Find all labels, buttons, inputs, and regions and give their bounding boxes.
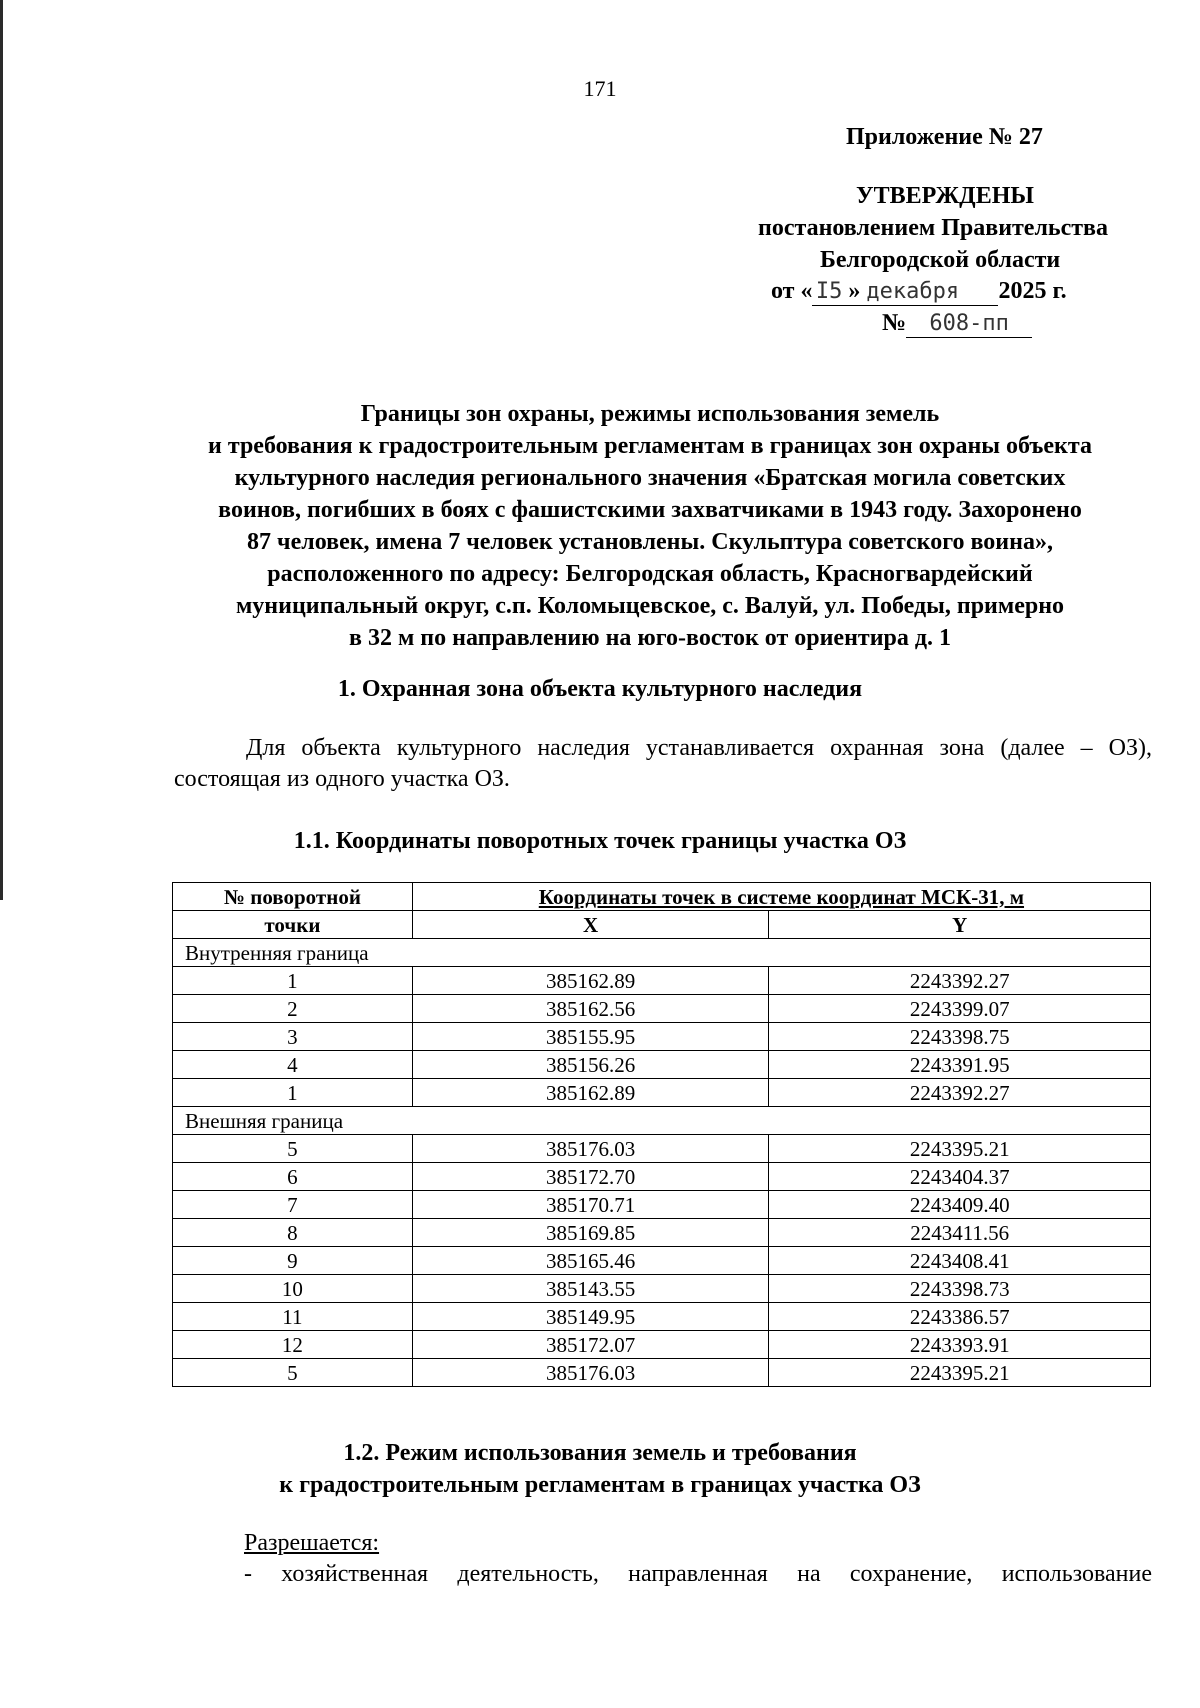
title-line: воинов, погибших в боях с фашистскими захватчиками в 1943 году. Захоронено xyxy=(218,497,1082,523)
header-point-line1: № поворотной xyxy=(173,883,413,911)
coord-x: 385169.85 xyxy=(412,1219,769,1247)
coord-x: 385172.07 xyxy=(412,1331,769,1359)
table-row xyxy=(173,1219,1151,1247)
coord-x: 385162.89 xyxy=(412,1079,769,1107)
point-number: 10 xyxy=(173,1275,413,1303)
header-point-line2: точки xyxy=(173,911,413,939)
title-line: муниципальный округ, с.п. Коломыцевское, с. Валуй, ул. Победы, примерно xyxy=(235,593,1065,619)
scan-edge xyxy=(0,0,3,900)
coord-y: 2243398.73 xyxy=(769,1275,1151,1303)
section-1-2-heading xyxy=(0,1437,1200,1501)
point-number: 9 xyxy=(173,1247,413,1275)
table-row xyxy=(173,1051,1151,1079)
header-y: Y xyxy=(769,911,1151,939)
title-line: 87 человек, имена 7 человек установлены. Скульптура советского воина», xyxy=(247,529,1053,555)
coord-y: 2243408.41 xyxy=(769,1247,1151,1275)
title-line: в 32 м по направлению на юго-восток от ориентира д. 1 xyxy=(348,625,952,651)
title-line: расположенного по адресу: Белгородская область, Красногвардейский xyxy=(267,561,1033,587)
coord-x: 385162.89 xyxy=(412,967,769,995)
coord-x: 385176.03 xyxy=(412,1135,769,1163)
coord-y: 2243395.21 xyxy=(769,1135,1151,1163)
approval-date xyxy=(771,278,1067,306)
paragraph-line: состоящая из одного участка ОЗ. xyxy=(174,766,510,792)
group-row: Внешняя граница xyxy=(173,1107,1151,1135)
document-title xyxy=(150,398,1150,654)
resolution-label: постановлением Правительства xyxy=(758,215,1109,241)
coord-y: 2243392.27 xyxy=(769,1079,1151,1107)
table-row xyxy=(173,1303,1151,1331)
region-label: Белгородской области xyxy=(820,247,1061,273)
coord-y: 2243395.21 xyxy=(769,1359,1151,1387)
paragraph-line: Для объекта культурного наследия устанавливается охранная зона (далее – ОЗ), xyxy=(246,735,1152,761)
coord-y: 2243411.56 xyxy=(769,1219,1151,1247)
table-body xyxy=(173,939,1151,1387)
page-number: 171 xyxy=(583,76,617,101)
number-underline xyxy=(906,310,1032,338)
coord-x: 385143.55 xyxy=(412,1275,769,1303)
date-day-and-month xyxy=(812,278,962,306)
table-row xyxy=(173,1079,1151,1107)
coord-y: 2243409.40 xyxy=(769,1191,1151,1219)
point-number: 11 xyxy=(173,1303,413,1331)
coord-x: 385172.70 xyxy=(412,1163,769,1191)
table-row xyxy=(173,1135,1151,1163)
header-x: X xyxy=(412,911,769,939)
point-number: 3 xyxy=(173,1023,413,1051)
date-day: I5 xyxy=(815,279,843,304)
point-number: 2 xyxy=(173,995,413,1023)
bullet-item: - хозяйственная деятельность, направленная на сохранение, использование xyxy=(244,1561,1152,1587)
number-value: 608-пп xyxy=(929,311,1009,336)
date-prefix: от « xyxy=(771,278,813,304)
coord-x: 385165.46 xyxy=(412,1247,769,1275)
group-row: Внутренняя граница xyxy=(173,939,1151,967)
title-line: и требования к градостроительным регламентам в границах зон охраны объекта xyxy=(208,433,1092,459)
coord-x: 385156.26 xyxy=(412,1051,769,1079)
coord-x: 385176.03 xyxy=(412,1359,769,1387)
approval-number xyxy=(882,310,1032,338)
point-number: 1 xyxy=(173,1079,413,1107)
heading-line: к градостроительным регламентам в границах участка ОЗ xyxy=(279,1472,921,1498)
coord-x: 385170.71 xyxy=(412,1191,769,1219)
table-row xyxy=(173,1191,1151,1219)
section-1-1-heading: 1.1. Координаты поворотных точек границы участка ОЗ xyxy=(293,828,907,854)
number-prefix: № xyxy=(882,310,907,336)
heading-line: 1.2. Режим использования земель и требования xyxy=(343,1440,857,1466)
point-number: 5 xyxy=(173,1359,413,1387)
approved-label: УТВЕРЖДЕНЫ xyxy=(856,183,1034,209)
coordinates-table xyxy=(172,882,1151,1387)
coord-y: 2243393.91 xyxy=(769,1331,1151,1359)
table-row xyxy=(173,1331,1151,1359)
table-row xyxy=(173,967,1151,995)
header-coords-text: Координаты точек в системе координат МСК-31, м xyxy=(538,884,1025,909)
section-1-heading: 1. Охранная зона объекта культурного наследия xyxy=(337,676,863,702)
coord-y: 2243392.27 xyxy=(769,967,1151,995)
table-row xyxy=(173,995,1151,1023)
table-row xyxy=(173,1247,1151,1275)
table-row xyxy=(173,1163,1151,1191)
table-row xyxy=(173,1275,1151,1303)
coord-y: 2243399.07 xyxy=(769,995,1151,1023)
coord-y: 2243391.95 xyxy=(769,1051,1151,1079)
table-row xyxy=(173,1359,1151,1387)
coord-y: 2243404.37 xyxy=(769,1163,1151,1191)
title-line: Границы зон охраны, режимы использования земель xyxy=(360,401,940,427)
date-gap-line xyxy=(962,278,998,306)
point-number: 5 xyxy=(173,1135,413,1163)
allowed-label: Разрешается: xyxy=(244,1530,380,1556)
annex-label: Приложение № 27 xyxy=(846,124,1043,150)
date-year: 2025 г. xyxy=(998,278,1067,304)
date-mid: » xyxy=(848,278,861,304)
point-number: 4 xyxy=(173,1051,413,1079)
coord-x: 385162.56 xyxy=(412,995,769,1023)
point-number: 7 xyxy=(173,1191,413,1219)
header-coords xyxy=(412,883,1150,911)
date-month: декабря xyxy=(866,279,960,304)
point-number: 12 xyxy=(173,1331,413,1359)
section-1-paragraph xyxy=(174,733,1152,795)
point-number: 1 xyxy=(173,967,413,995)
coord-x: 385155.95 xyxy=(412,1023,769,1051)
point-number: 6 xyxy=(173,1163,413,1191)
point-number: 8 xyxy=(173,1219,413,1247)
title-line: культурного наследия регионального значения «Братская могила советских xyxy=(234,465,1066,491)
coord-y: 2243386.57 xyxy=(769,1303,1151,1331)
coord-y: 2243398.75 xyxy=(769,1023,1151,1051)
table-row xyxy=(173,1023,1151,1051)
coord-x: 385149.95 xyxy=(412,1303,769,1331)
